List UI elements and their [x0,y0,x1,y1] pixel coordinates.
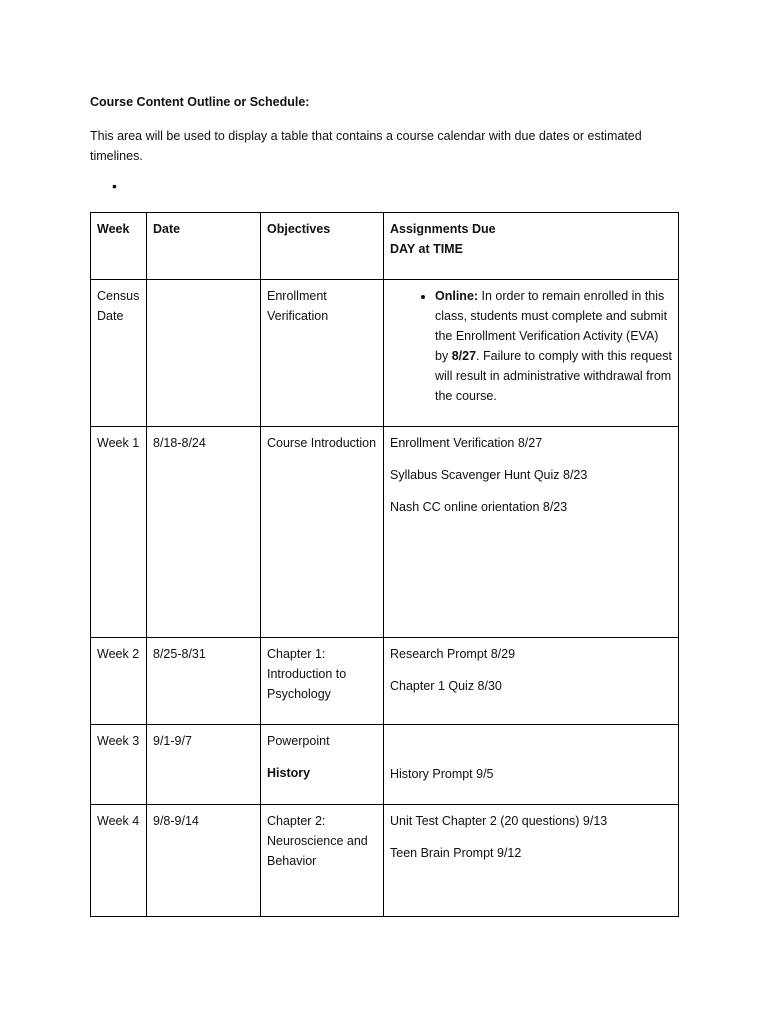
assignment-item: Teen Brain Prompt 9/12 [390,846,522,860]
date-cell: 8/18-8/24 [147,427,261,638]
week-cell: Week 3 [91,725,147,805]
assignments-cell [384,638,679,725]
assignment-item: Nash CC online orientation 8/23 [390,500,568,514]
objective-cell: Chapter 2: Neuroscience and Behavior [261,805,384,917]
table-header-row [91,213,679,280]
census-assignment-cell [384,280,679,427]
assignment-item: History Prompt 9/5 [390,767,494,781]
date-cell: 9/1-9/7 [147,725,261,805]
online-deadline: 8/27 [451,349,477,363]
online-notice-list [390,286,672,406]
online-notice-item [435,286,672,406]
week-cell: Week 2 [91,638,147,725]
header-date: Date [147,213,261,280]
online-text-part2: . Failure to comply with this request will result in administrative withdrawal from the course. [435,349,672,403]
date-cell: 8/25-8/31 [147,638,261,725]
assignments-cell [384,725,679,805]
objective-cell: Chapter 1: Introduction to Psychology [261,638,384,725]
objective-bold-text: History [267,766,311,780]
objective-text: Powerpoint [267,734,330,748]
header-assignments-title: Assignments Due [390,222,496,236]
assignment-item: Chapter 1 Quiz 8/30 [390,679,502,693]
online-label: Online: [435,289,479,303]
census-date-cell [147,280,261,427]
table-row-week-2 [91,638,679,725]
assignment-item: Unit Test Chapter 2 (20 questions) 9/13 [390,814,608,828]
date-cell: 9/8-9/14 [147,805,261,917]
assignments-cell [384,805,679,917]
course-schedule-table [90,212,679,917]
week-cell: Week 4 [91,805,147,917]
section-heading: Course Content Outline or Schedule: [90,95,310,109]
table-row-week-1 [91,427,679,638]
table-row-week-4 [91,805,679,917]
header-objectives: Objectives [261,213,384,280]
table-row-week-3 [91,725,679,805]
census-week-cell: Census Date [91,280,147,427]
header-assignments [384,213,679,280]
week-cell: Week 1 [91,427,147,638]
empty-bullet: • [112,178,117,194]
header-assignments-subtitle: DAY at TIME [390,242,463,256]
assignment-item: Syllabus Scavenger Hunt Quiz 8/23 [390,468,588,482]
census-objective-cell: Enrollment Verification [261,280,384,427]
table-row-census [91,280,679,427]
objective-cell: Course Introduction [261,427,384,638]
online-text-part1: In order to remain enrolled in this class, students must complete and submit the Enrollment Verification Activity (EVA) by [435,289,668,363]
assignment-item: Enrollment Verification 8/27 [390,436,543,450]
intro-paragraph: This area will be used to display a table that contains a course calendar with due dates or estimated timelines. [90,129,642,163]
objective-cell [261,725,384,805]
header-week: Week [91,213,147,280]
assignments-cell [384,427,679,638]
assignment-item: Research Prompt 8/29 [390,647,516,661]
